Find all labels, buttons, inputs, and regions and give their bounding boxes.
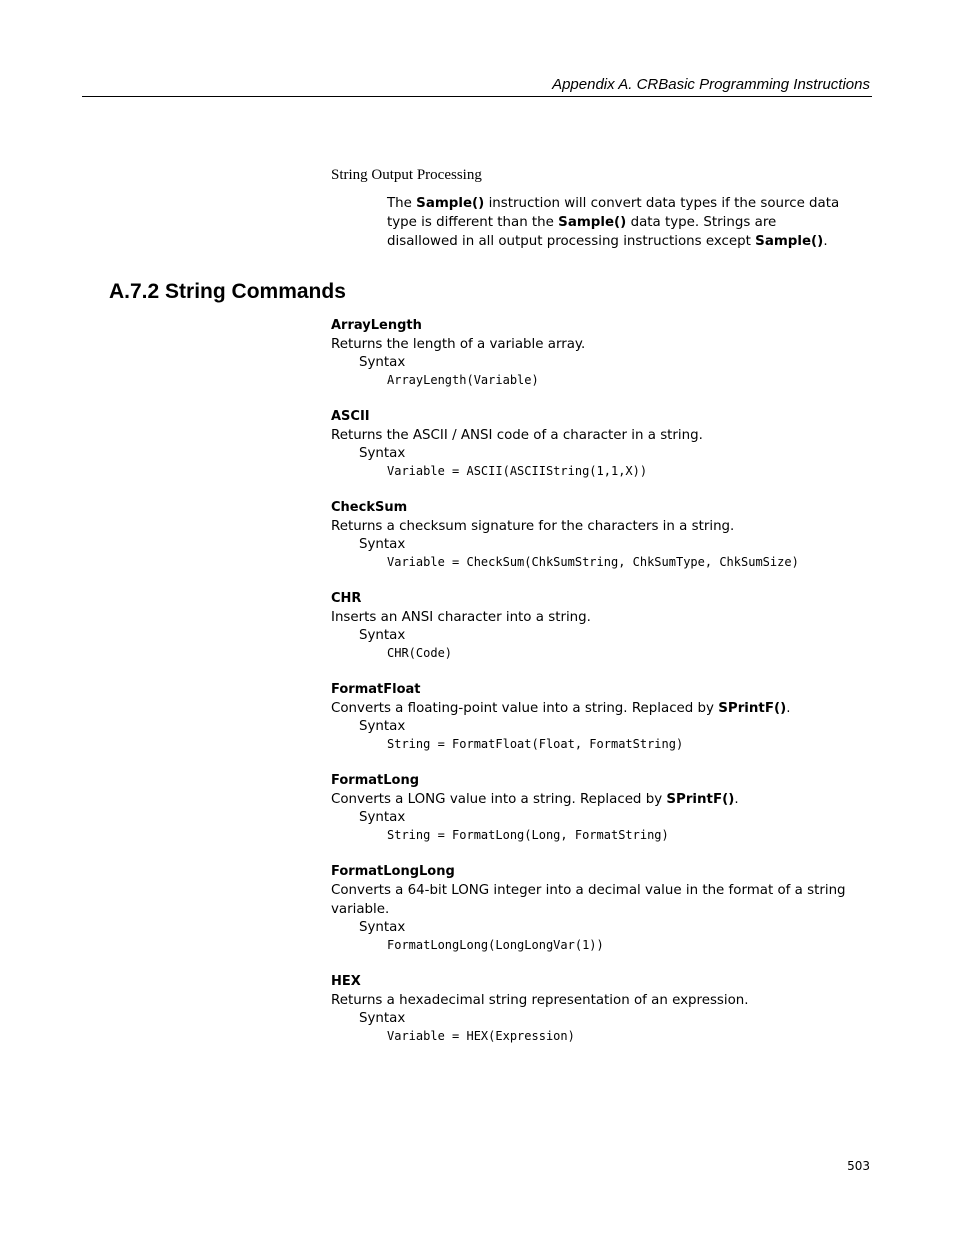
description-end: . — [734, 792, 739, 807]
description-end: . — [786, 701, 791, 716]
syntax-label: Syntax — [359, 446, 406, 461]
syntax-code: Variable = ASCII(ASCIIString(1,1,X)) — [387, 464, 648, 478]
description-bold: SPrintF() — [718, 701, 787, 716]
section-heading: A.7.2 String Commands — [109, 280, 346, 303]
command-entry-formatlong — [331, 771, 871, 843]
syntax-code: FormatLongLong(LongLongVar(1)) — [387, 938, 604, 952]
command-entry-formatlonglong — [331, 862, 871, 953]
description-bold: SPrintF() — [666, 792, 735, 807]
command-name: ArrayLength — [331, 318, 422, 333]
syntax-label: Syntax — [359, 537, 406, 552]
command-name: FormatLongLong — [331, 864, 455, 879]
command-description: Inserts an ANSI character into a string. — [331, 610, 591, 625]
syntax-label: Syntax — [359, 920, 406, 935]
intro-text-1: The — [387, 196, 417, 211]
command-description: Returns the length of a variable array. — [331, 337, 586, 352]
command-entry-chr — [331, 589, 871, 661]
command-description: Returns the ASCII / ANSI code of a character in a string. — [331, 428, 703, 443]
intro-text-2: instruction will convert data types if the source data type is different than the — [387, 196, 840, 230]
syntax-code: String = FormatLong(Long, FormatString) — [387, 828, 669, 842]
command-name: CheckSum — [331, 500, 408, 515]
command-name: FormatLong — [331, 773, 420, 788]
running-header-title: Appendix A. CRBasic Programming Instructions — [552, 76, 870, 93]
description-text: Converts a floating-point value into a string. Replaced by — [331, 701, 719, 716]
syntax-code: Variable = HEX(Expression) — [387, 1029, 575, 1043]
command-entry-formatfloat — [331, 680, 871, 752]
command-description — [331, 699, 871, 718]
command-name: CHR — [331, 591, 362, 606]
syntax-label: Syntax — [359, 1011, 406, 1026]
command-entry-ascii — [331, 407, 871, 479]
header-rule — [82, 96, 872, 97]
command-name: HEX — [331, 974, 361, 989]
description-text: Converts a LONG value into a string. Replaced by — [331, 792, 667, 807]
intro-text-4: . — [823, 234, 828, 249]
syntax-label: Syntax — [359, 810, 406, 825]
command-name: FormatFloat — [331, 682, 421, 697]
syntax-code: ArrayLength(Variable) — [387, 373, 539, 387]
intro-text-3: data type. Strings are disallowed in all output processing instructions except — [387, 215, 777, 249]
syntax-code: Variable = CheckSum(ChkSumString, ChkSumType, ChkSumSize) — [387, 555, 799, 569]
command-description: Returns a checksum signature for the characters in a string. — [331, 519, 735, 534]
command-list — [331, 316, 871, 1063]
intro-bold-1: Sample() — [416, 196, 485, 211]
syntax-label: Syntax — [359, 628, 406, 643]
intro-bold-3: Sample() — [755, 234, 824, 249]
command-name: ASCII — [331, 409, 370, 424]
syntax-code: String = FormatFloat(Float, FormatString) — [387, 737, 684, 751]
command-entry-arraylength — [331, 316, 871, 388]
syntax-label: Syntax — [359, 719, 406, 734]
syntax-label: Syntax — [359, 355, 406, 370]
subsection-title: String Output Processing — [331, 167, 482, 183]
command-description — [331, 790, 871, 809]
intro-paragraph — [387, 194, 847, 251]
intro-bold-2: Sample() — [558, 215, 627, 230]
command-entry-checksum — [331, 498, 871, 570]
syntax-code: CHR(Code) — [387, 646, 453, 660]
command-description: Converts a 64-bit LONG integer into a decimal value in the format of a string variable. — [331, 883, 846, 917]
command-entry-hex — [331, 972, 871, 1044]
command-description: Returns a hexadecimal string representation of an expression. — [331, 993, 749, 1008]
page-number: 503 — [847, 1159, 870, 1173]
